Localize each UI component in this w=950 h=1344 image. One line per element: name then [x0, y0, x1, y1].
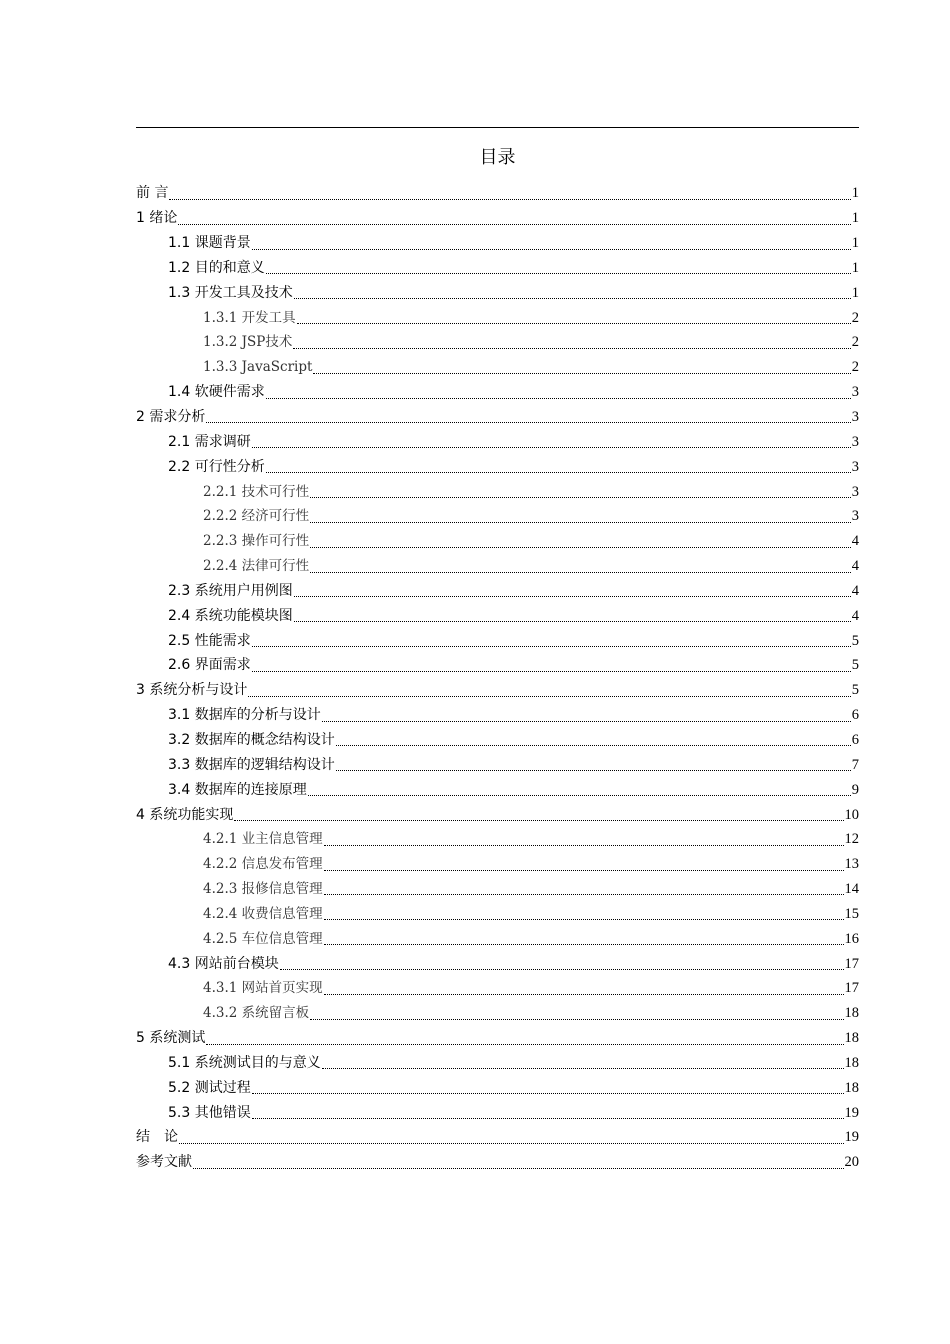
dot-leader: [252, 1118, 844, 1119]
toc-entry-label: 3.2 数据库的概念结构设计: [168, 731, 335, 748]
toc-entry-label: 2.4 系统功能模块图: [168, 607, 293, 624]
toc-entry[interactable]: [136, 951, 859, 976]
toc-entry-page-number: 4: [851, 533, 859, 550]
toc-entry-label: 参考文献: [136, 1154, 192, 1171]
toc-entry-page-number: 9: [851, 781, 859, 798]
dot-leader: [324, 919, 844, 920]
dot-leader: [252, 671, 851, 672]
toc-entry[interactable]: [136, 1150, 859, 1175]
dot-leader: [324, 994, 844, 995]
toc-entry-page-number: 1: [851, 185, 859, 202]
toc-title: 目录: [479, 147, 516, 168]
toc-entry-page-number: 13: [844, 856, 859, 873]
toc-entry-page-number: 19: [844, 1104, 859, 1121]
toc-entry[interactable]: [136, 1051, 859, 1076]
toc-entry-page-number: 3: [851, 458, 859, 475]
toc-entry-page-number: 19: [844, 1129, 859, 1146]
toc-entry-page-number: 3: [851, 433, 859, 450]
toc-entry-page-number: 18: [844, 1054, 859, 1071]
toc-entry[interactable]: [136, 802, 859, 827]
dot-leader: [310, 1019, 843, 1020]
toc-entry-label: 3 系统分析与设计: [136, 682, 248, 699]
toc-entry-page-number: 18: [844, 1005, 859, 1022]
toc-entry-page-number: 3: [851, 384, 859, 401]
toc-entry-page-number: 2: [851, 309, 859, 326]
toc-entry-label: 4.3.2 系统留言板: [203, 1005, 310, 1022]
toc-entry-page-number: 5: [851, 632, 859, 649]
toc-entry-page-number: 4: [851, 582, 859, 599]
toc-entry[interactable]: [136, 877, 859, 902]
toc-entry-page-number: 3: [851, 508, 859, 525]
dot-leader: [252, 646, 851, 647]
toc-entry-page-number: 17: [844, 955, 859, 972]
dot-leader: [294, 621, 851, 622]
dot-leader: [206, 1044, 843, 1045]
toc-entry[interactable]: [136, 728, 859, 753]
toc-entry[interactable]: [136, 330, 859, 355]
toc-entry[interactable]: [136, 603, 859, 628]
table-of-contents: [136, 181, 859, 1175]
toc-entry-label: 3.4 数据库的连接原理: [168, 781, 307, 798]
dot-leader: [248, 696, 850, 697]
toc-entry[interactable]: [136, 429, 859, 454]
dot-leader: [322, 1068, 844, 1069]
dot-leader: [280, 969, 844, 970]
dot-leader: [308, 795, 851, 796]
toc-entry-label: 4.2.4 收费信息管理: [203, 905, 323, 922]
toc-entry-page-number: 1: [851, 259, 859, 276]
dot-leader: [313, 373, 850, 374]
toc-entry[interactable]: [136, 479, 859, 504]
dot-leader: [266, 398, 851, 399]
dot-leader: [310, 497, 851, 498]
dot-leader: [336, 745, 851, 746]
toc-entry[interactable]: [136, 305, 859, 330]
toc-entry[interactable]: [136, 554, 859, 579]
toc-entry-page-number: 5: [851, 657, 859, 674]
toc-entry[interactable]: [136, 579, 859, 604]
toc-entry-label: 5.3 其他错误: [168, 1104, 251, 1121]
toc-entry[interactable]: [136, 231, 859, 256]
toc-entry-label: 2.2.4 法律可行性: [203, 558, 310, 575]
dot-leader: [234, 820, 843, 821]
dot-leader: [324, 944, 844, 945]
toc-entry[interactable]: [136, 852, 859, 877]
toc-entry-label: 4.2.2 信息发布管理: [203, 856, 323, 873]
toc-entry-label: 4.2.1 业主信息管理: [203, 831, 323, 848]
toc-entry[interactable]: [136, 752, 859, 777]
dot-leader: [294, 596, 851, 597]
toc-entry[interactable]: [136, 1001, 859, 1026]
dot-leader: [297, 323, 851, 324]
dot-leader: [310, 572, 851, 573]
toc-entry-page-number: 4: [851, 607, 859, 624]
toc-entry[interactable]: [136, 206, 859, 231]
toc-entry[interactable]: [136, 777, 859, 802]
toc-entry-page-number: 5: [851, 682, 859, 699]
toc-entry[interactable]: [136, 529, 859, 554]
dot-leader: [322, 721, 851, 722]
toc-entry-label: 5.1 系统测试目的与意义: [168, 1054, 321, 1071]
dot-leader: [310, 547, 851, 548]
toc-entry-label: 2.2 可行性分析: [168, 458, 265, 475]
toc-entry-page-number: 20: [844, 1154, 859, 1171]
toc-entry[interactable]: [136, 1075, 859, 1100]
toc-entry-label: 1.3.3 JavaScript: [203, 359, 313, 376]
toc-entry-page-number: 10: [844, 806, 859, 823]
toc-entry-page-number: 6: [851, 731, 859, 748]
toc-entry[interactable]: [136, 703, 859, 728]
toc-entry[interactable]: [136, 405, 859, 430]
dot-leader: [178, 224, 850, 225]
toc-entry[interactable]: [136, 280, 859, 305]
toc-entry-label: 前 言: [136, 185, 169, 202]
toc-entry-label: 4.2.3 报修信息管理: [203, 881, 323, 898]
toc-entry-page-number: 3: [851, 409, 859, 426]
toc-entry-label: 2.5 性能需求: [168, 632, 251, 649]
toc-entry-page-number: 1: [851, 235, 859, 252]
toc-entry[interactable]: [136, 628, 859, 653]
toc-entry[interactable]: [136, 1100, 859, 1125]
toc-entry[interactable]: [136, 678, 859, 703]
toc-entry-label: 2.3 系统用户用例图: [168, 582, 293, 599]
toc-entry[interactable]: [136, 181, 859, 206]
toc-entry[interactable]: [136, 976, 859, 1001]
toc-entry-label: 1.2 目的和意义: [168, 259, 265, 276]
dot-leader: [266, 273, 851, 274]
toc-entry-page-number: 1: [851, 284, 859, 301]
dot-leader: [310, 522, 851, 523]
toc-entry-label: 结 论: [136, 1129, 178, 1146]
toc-entry-page-number: 12: [844, 831, 859, 848]
toc-entry-page-number: 6: [851, 707, 859, 724]
toc-entry[interactable]: [136, 256, 859, 281]
dot-leader: [324, 870, 844, 871]
toc-entry-label: 1.3 开发工具及技术: [168, 284, 293, 301]
dot-leader: [294, 298, 851, 299]
toc-entry-label: 2.6 界面需求: [168, 657, 251, 674]
toc-entry-label: 4.3.1 网站首页实现: [203, 980, 323, 997]
toc-entry[interactable]: [136, 355, 859, 380]
dot-leader: [324, 845, 844, 846]
header-rule: [136, 127, 859, 128]
toc-entry[interactable]: [136, 454, 859, 479]
dot-leader: [336, 770, 851, 771]
toc-entry-label: 2.2.1 技术可行性: [203, 483, 310, 500]
toc-entry-label: 4.3 网站前台模块: [168, 955, 279, 972]
toc-entry-page-number: 7: [851, 756, 859, 773]
dot-leader: [252, 1093, 844, 1094]
toc-entry-label: 1.1 课题背景: [168, 235, 251, 252]
toc-entry[interactable]: [136, 926, 859, 951]
toc-entry-label: 3.3 数据库的逻辑结构设计: [168, 756, 335, 773]
toc-entry-page-number: 16: [844, 930, 859, 947]
toc-entry-label: 2 需求分析: [136, 409, 206, 426]
toc-entry[interactable]: [136, 827, 859, 852]
toc-entry-label: 2.2.3 操作可行性: [203, 533, 310, 550]
toc-entry-page-number: 18: [844, 1079, 859, 1096]
toc-entry-page-number: 4: [851, 558, 859, 575]
toc-entry[interactable]: [136, 1026, 859, 1051]
toc-entry-label: 2.2.2 经济可行性: [203, 508, 310, 525]
toc-entry-label: 4 系统功能实现: [136, 806, 234, 823]
dot-leader: [206, 422, 850, 423]
toc-entry[interactable]: [136, 901, 859, 926]
toc-entry-page-number: 3: [851, 483, 859, 500]
dot-leader: [252, 447, 851, 448]
toc-entry[interactable]: [136, 653, 859, 678]
dot-leader: [193, 1168, 844, 1169]
dot-leader: [266, 472, 851, 473]
dot-leader: [252, 249, 851, 250]
dot-leader: [179, 1143, 844, 1144]
dot-leader: [169, 199, 850, 200]
toc-entry-label: 3.1 数据库的分析与设计: [168, 707, 321, 724]
toc-entry-page-number: 15: [844, 905, 859, 922]
toc-entry-page-number: 1: [851, 210, 859, 227]
toc-entry-label: 2.1 需求调研: [168, 433, 251, 450]
toc-entry-label: 1 绪论: [136, 210, 178, 227]
toc-entry-page-number: 2: [851, 359, 859, 376]
toc-entry-label: 1.4 软硬件需求: [168, 384, 265, 401]
toc-entry-page-number: 17: [844, 980, 859, 997]
toc-entry-page-number: 14: [844, 881, 859, 898]
toc-entry-page-number: 18: [844, 1030, 859, 1047]
dot-leader: [324, 894, 844, 895]
toc-entry-label: 1.3.1 开发工具: [203, 309, 296, 326]
toc-entry-label: 4.2.5 车位信息管理: [203, 930, 323, 947]
toc-entry-label: 5 系统测试: [136, 1030, 206, 1047]
toc-entry[interactable]: [136, 380, 859, 405]
toc-entry[interactable]: [136, 1125, 859, 1150]
toc-entry-label: 1.3.2 JSP技术: [203, 334, 293, 351]
toc-entry-page-number: 2: [851, 334, 859, 351]
toc-entry-label: 5.2 测试过程: [168, 1079, 251, 1096]
toc-entry[interactable]: [136, 504, 859, 529]
dot-leader: [293, 348, 850, 349]
